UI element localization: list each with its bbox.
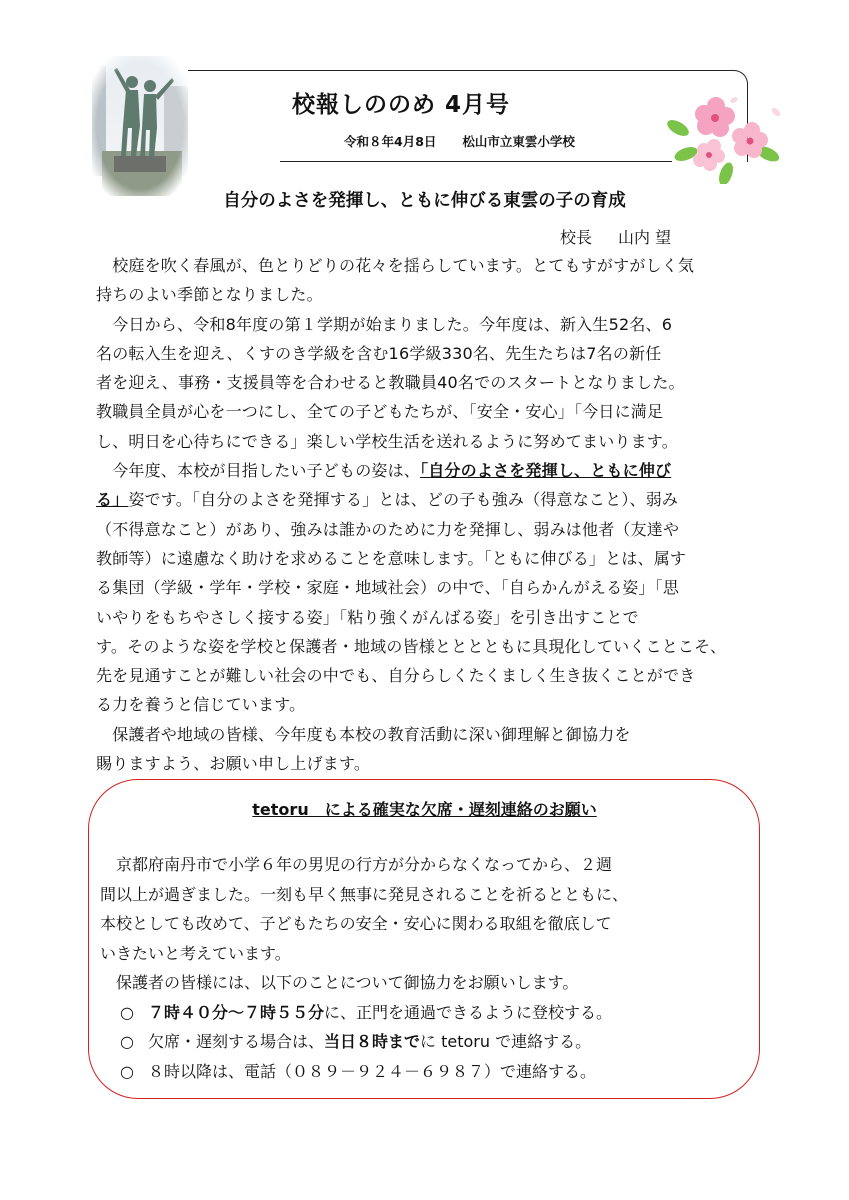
article-line: 今日から、令和8年度の第１学期が始まりました。今年度は、新入生52名、6 <box>96 314 673 334</box>
notice-line: 本校としても改めて、子どもたちの安全・安心に関わる取組を徹底して <box>100 914 612 933</box>
notice-line: 京都府南丹市で小学６年の男児の行方が分からなくなってから、２週 <box>100 855 613 874</box>
article-text: 姿です。「自分のよさを発揮する」とは、どの子も強み（得意なこと）、弱み <box>128 490 679 510</box>
article-line: いやりをもちやさしく接する姿」「粘り強くがんばる姿」を引き出すことで <box>96 607 639 627</box>
statue-photo-icon <box>92 56 188 196</box>
bullet-circle-icon: ○ <box>120 1061 134 1081</box>
header-underline <box>280 161 672 162</box>
article-line: 教職員全員が心を一つにし、全ての子どもたちが、「安全・安心」「今日に満足 <box>96 402 664 422</box>
author-name: 山内 望 <box>618 228 672 247</box>
article-author <box>560 225 671 248</box>
bullet-text: に、正門を通過できるように登校する。 <box>324 1002 613 1022</box>
notice-line: 間以上が過ぎました。一刻も早く無事に発見されることを祈るとともに、 <box>100 884 629 904</box>
article-line <box>96 456 760 485</box>
notice-line: 保護者の皆様には、以下のことについて御協力をお願いします。 <box>100 973 579 992</box>
notice-bullet-item <box>100 1057 750 1087</box>
school-name: 松山市立東雲小学校 <box>462 134 575 149</box>
article-line: 名の転入生を迎え、くすのき学級を含む16学級330名、先生たちは7名の新任 <box>96 343 662 363</box>
notice-body <box>100 850 750 1086</box>
notice-line: いきたいと考えています。 <box>100 943 291 963</box>
article-emphasis: 「自分のよさを発揮し、ともに伸び <box>420 461 672 481</box>
article-line <box>96 485 760 514</box>
article-line: （不得意なこと）があり、強みは誰かのために力を発揮し、弱みは他者（友達や <box>96 519 680 539</box>
article-line: 教師等）に遠慮なく助けを求めることを意味します。「ともに伸びる」とは、属す <box>96 548 687 568</box>
bullet-emphasis: 当日８時まで <box>324 1032 421 1051</box>
article-line: 保護者や地域の皆様、今年度も本校の教育活動に深い御理解と御協力を <box>96 724 631 744</box>
article-line: 持ちのよい季節となりました。 <box>96 285 323 305</box>
article-text: 今年度、本校が目指したい子どもの姿は、 <box>96 461 421 481</box>
article-line: 校庭を吹く春風が、色とりどりの花々を揺らしています。とてもすがすがしく気 <box>96 256 695 275</box>
notice-title <box>0 797 849 820</box>
bullet-text: 欠席・遅刻する場合は、 <box>148 1032 325 1051</box>
article-line: 者を迎え、事務・支援員等を合わせると教職員40名でのスタートとなりました。 <box>96 373 685 393</box>
article-line: る力を養うと信じています。 <box>96 695 306 715</box>
article-line: 先を見通すことが難しい社会の中でも、自分らしくたくましく生き抜くことができ <box>96 666 696 686</box>
article-line: る集団（学級・学年・学校・家庭・地域社会）の中で、「自らかんがえる姿」「思 <box>96 578 680 598</box>
article-line: 賜りますよう、お願い申し上げます。 <box>96 754 371 774</box>
bullet-circle-icon: ○ <box>120 1002 134 1022</box>
article-headline: 自分のよさを発揮し、ともに伸びる東雲の子の育成 <box>223 191 626 211</box>
notice-title-text: tetoru による確実な欠席・遅刻連絡のお願い <box>252 800 597 819</box>
notice-bullet-item <box>100 1027 750 1057</box>
article-body <box>96 251 760 778</box>
article-line: し、明日を心待ちにできる」楽しい学校生活を送れるように努めてまいります。 <box>96 431 678 451</box>
bullet-text: ８時以降は、電話（０８９－９２４－６９８７）で連絡する。 <box>148 1061 597 1081</box>
article-line: す。そのような姿を学校と保護者・地域の皆様とととともに具現化していくことこそ、 <box>96 636 727 656</box>
bullet-emphasis: ７時４０分～７時５５分 <box>148 1002 325 1022</box>
issue-date: 令和８年4月8日 <box>344 134 437 149</box>
bullet-circle-icon: ○ <box>120 1032 134 1051</box>
bullet-text: に tetoru で連絡する。 <box>420 1032 592 1051</box>
newsletter-title: 校報しののめ 4月号 <box>292 92 511 118</box>
notice-bullet-item <box>100 998 750 1028</box>
article-emphasis: る」 <box>96 490 129 510</box>
issue-info <box>344 132 601 150</box>
author-role: 校長 <box>560 228 593 247</box>
cherry-blossom-icon <box>664 92 784 184</box>
